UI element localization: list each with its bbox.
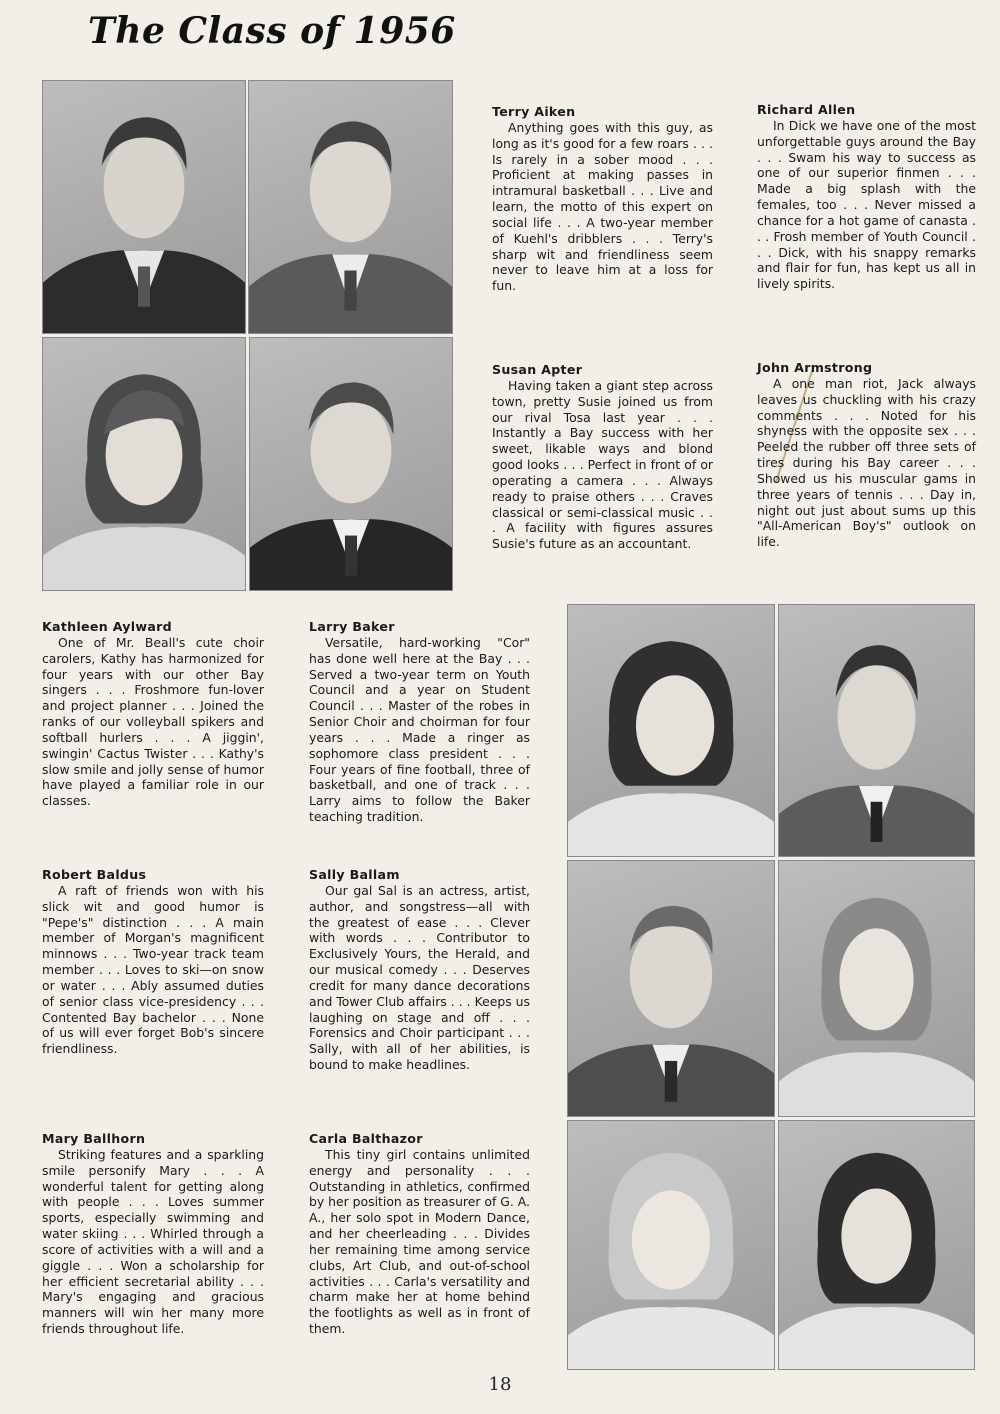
- student-name: Susan Apter: [492, 362, 583, 377]
- portrait-robert-baldus: [567, 860, 775, 1117]
- entry-sally-ballam: [309, 867, 530, 1073]
- portrait-john-armstrong: [249, 337, 453, 591]
- student-bio: Anything goes with this guy, as long as it's good for a few roars . . . Is rarely in a sober mood . . . Proficient at making passes in intramural basketball . . . Live and learn, the motto of this expert on social life . . . A two-year member of Kuehl's dribblers . . . Terry's sharp wit and friendliness seem never to leave him at a loss for fun.: [492, 119, 713, 294]
- entry-larry-baker: [309, 619, 530, 825]
- entry-robert-baldus: [42, 867, 264, 1057]
- entry-mary-ballhorn: [42, 1131, 264, 1337]
- student-name: Carla Balthazor: [309, 1131, 423, 1146]
- portrait-richard-allen: [248, 80, 453, 334]
- portrait-terry-aiken: [42, 80, 246, 334]
- student-name: Mary Ballhorn: [42, 1131, 146, 1146]
- student-bio: One of Mr. Beall's cute choir carolers, Kathy has harmonized for four years with our other Bay singers . . . Froshmore fun-lover and project planner . . . Joined the ranks of our volleyball spikers and softball hurlers . . . A jiggin', swingin' Cactus Twister . . . Kathy's slow smile and jolly sense of humor have played a familiar role in our classes.: [42, 634, 264, 809]
- student-bio: Striking features and a sparkling smile personify Mary . . . A wonderful talent for getting along with people . . . Loves summer sports, especially swimming and water skiing . . . Whirled through a score of activities with a will and a giggle . . . Won a scholarship for her efficient secretarial ability . . . Mary's engaging and gracious manners will win her many more friends throughout life.: [42, 1146, 264, 1337]
- student-bio: A raft of friends won with his slick wit and good humor is "Pepe's" distinction . . . A main member of Morgan's magnificent minnows . . . Two-year track team member . . . Loves to ski—on snow or water . . . Ably assumed duties of senior class vice-presidency . . . Contented Bay bachelor . . . None of us will ever forget Bob's sincere friendliness.: [42, 882, 264, 1057]
- student-bio: Our gal Sal is an actress, artist, author, and songstress—all with the greatest of ease . . . Clever with words . . . Contributor to Exclusively Yours, the Herald, and our musical comedy . . . Deserves credit for many dance decorations and Tower Club affairs . . . Keeps us laughing on stage and off . . . Forensics and Choir participant . . . Sally, with all of her abilities, is bound to make headlines.: [309, 882, 530, 1073]
- student-name: Robert Baldus: [42, 867, 147, 882]
- student-name: Terry Aiken: [492, 104, 576, 119]
- portrait-mary-ballhorn: [567, 1120, 775, 1370]
- portrait-kathleen-aylward: [567, 604, 775, 857]
- entry-carla-balthazor: [309, 1131, 530, 1337]
- entry-john-armstrong: [757, 360, 976, 550]
- page-number: 18: [488, 1374, 512, 1395]
- entry-terry-aiken: [492, 104, 713, 294]
- student-bio: Having taken a giant step across town, pretty Susie joined us from our rival Tosa last year . . . Instantly a Bay success with her sweet, likable ways and blond good looks . . . Perfect in front of or operating a camera . . . Always ready to praise others . . . Craves classical or semi-classical music . . . A facility with figures assures Susie's future as an accountant.: [492, 377, 713, 552]
- entry-susan-apter: [492, 362, 713, 552]
- student-bio: Versatile, hard-working "Cor" has done well here at the Bay . . . Served a two-year term on Youth Council and a year on Student Council . . . Master of the robes in Senior Choir and choirman for four years . . . Made a ringer as sophomore class president . . . Four years of fine football, three of basketball, and one of track . . . Larry aims to follow the Baker teaching tradition.: [309, 634, 530, 825]
- page-title: The Class of 1956: [88, 10, 456, 52]
- entry-richard-allen: [757, 102, 976, 292]
- student-name: Larry Baker: [309, 619, 395, 634]
- portrait-sally-ballam: [778, 860, 975, 1117]
- portrait-larry-baker: [778, 604, 975, 857]
- entry-kathleen-aylward: [42, 619, 264, 809]
- portrait-carla-balthazor: [778, 1120, 975, 1370]
- student-bio: A one man riot, Jack always leaves us chuckling with his crazy comments . . . Noted for his shyness with the opposite sex . . . Peeled the rubber off three sets of tires during his Bay career . . . Showed us his muscular gams in three years of tennis . . . Day in, night out just about sums up this "All-American Boy's" outlook on life.: [757, 375, 976, 550]
- student-bio: In Dick we have one of the most unforgettable guys around the Bay . . . Swam his way to success as one of our superior finmen . . . Made a big splash with the females, too . . . Never missed a chance for a hot game of canasta . . . Frosh member of Youth Council . . . Dick, with his snappy remarks and flair for fun, has kept us all in lively spirits.: [757, 117, 976, 292]
- student-name: Kathleen Aylward: [42, 619, 172, 634]
- student-bio: This tiny girl contains unlimited energy and personality . . . Outstanding in athletics, confirmed by her position as treasurer of G. A. A., her solo spot in Modern Dance, and her cheerleading . . . Divides her remaining time among service clubs, Art Club, and out-of-school activities . . . Carla's versatility and charm make her at home behind the footlights as well as in front of them.: [309, 1146, 530, 1337]
- student-name: John Armstrong: [757, 360, 873, 375]
- student-name: Sally Ballam: [309, 867, 400, 882]
- student-name: Richard Allen: [757, 102, 856, 117]
- portrait-susan-apter: [42, 337, 246, 591]
